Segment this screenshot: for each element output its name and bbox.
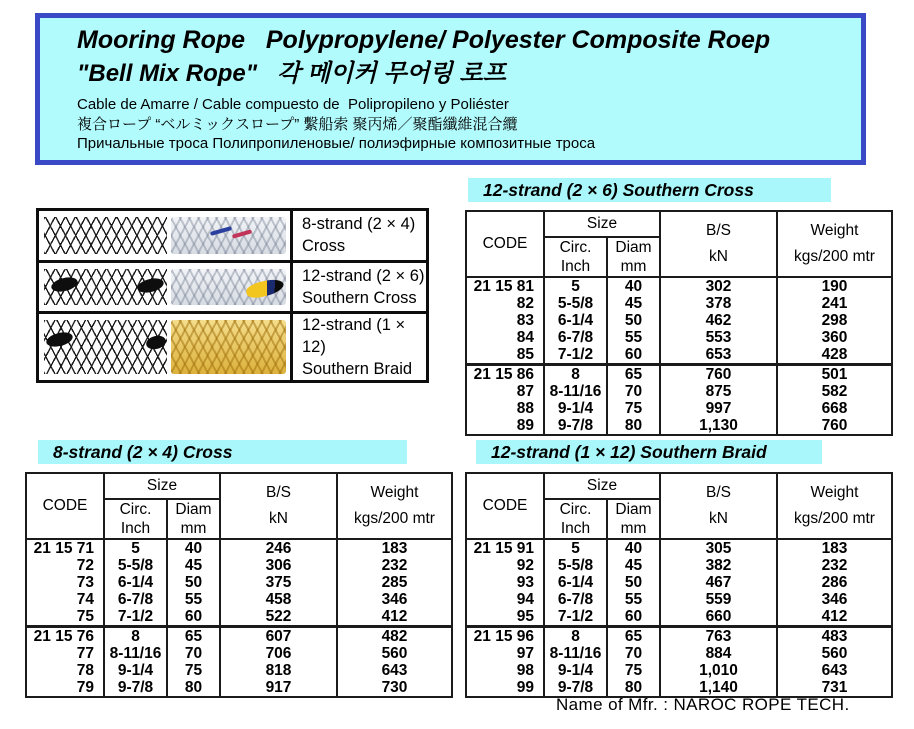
- value-cell: 298: [777, 312, 892, 329]
- black-strand-mark: [136, 276, 165, 295]
- table-row: [26, 627, 452, 646]
- value-cell: 8: [544, 627, 607, 646]
- legend-label-line1: 12-strand (1 × 12): [302, 316, 406, 356]
- header-bs: [660, 211, 777, 277]
- value-cell: 286: [777, 574, 892, 591]
- value-cell: 346: [337, 591, 452, 608]
- value-cell: 458: [220, 591, 337, 608]
- table-header: [466, 473, 892, 539]
- table-row: [466, 312, 892, 329]
- table-row: [466, 365, 892, 384]
- code-cell: 92: [466, 557, 544, 574]
- header-weight-unit: kgs/200 mtr: [794, 510, 875, 528]
- table-row: [466, 627, 892, 646]
- value-cell: 40: [167, 539, 220, 557]
- header-size: Size: [544, 211, 660, 237]
- value-cell: 45: [607, 295, 660, 312]
- value-cell: 5-5/8: [104, 557, 167, 574]
- header-size: Size: [104, 473, 220, 499]
- header-bs: [660, 473, 777, 539]
- code-cell: 21 15 96: [466, 627, 544, 646]
- legend-label-line1: 8-strand (2 × 4): [302, 215, 416, 234]
- table-row: [26, 608, 452, 627]
- rope-photo-southern-braid-image: [171, 320, 286, 374]
- header-weight: [777, 473, 892, 539]
- value-cell: 7-1/2: [104, 608, 167, 627]
- value-cell: 6-7/8: [544, 591, 607, 608]
- value-cell: 553: [660, 329, 777, 346]
- code-cell: 73: [26, 574, 104, 591]
- value-cell: 55: [607, 329, 660, 346]
- value-cell: 760: [777, 417, 892, 435]
- header-code: CODE: [26, 473, 104, 539]
- table-row: [26, 645, 452, 662]
- value-cell: 75: [607, 662, 660, 679]
- code-cell: 21 15 71: [26, 539, 104, 557]
- header-weight-label: Weight: [810, 483, 859, 501]
- value-cell: 1,140: [660, 679, 777, 697]
- value-cell: 246: [220, 539, 337, 557]
- header-banner: [35, 13, 866, 165]
- spec-table-southern-cross: [465, 210, 893, 436]
- value-cell: 285: [337, 574, 452, 591]
- value-cell: 302: [660, 277, 777, 295]
- value-cell: 501: [777, 365, 892, 384]
- code-cell: 98: [466, 662, 544, 679]
- code-cell: 93: [466, 574, 544, 591]
- rope-images-southern-braid: [39, 314, 290, 380]
- value-cell: 8-11/16: [544, 383, 607, 400]
- value-cell: 462: [660, 312, 777, 329]
- value-cell: 522: [220, 608, 337, 627]
- code-cell: 85: [466, 346, 544, 365]
- value-cell: 60: [167, 608, 220, 627]
- rope-sketch-cross-image: [44, 217, 167, 254]
- value-cell: 582: [777, 383, 892, 400]
- value-cell: 9-1/4: [544, 662, 607, 679]
- value-cell: 80: [607, 679, 660, 697]
- code-cell: 95: [466, 608, 544, 627]
- table-section-southern-cross: [465, 178, 893, 436]
- value-cell: 65: [607, 365, 660, 384]
- spec-table-southern-braid: [465, 472, 893, 698]
- value-cell: 8: [544, 365, 607, 384]
- header-bs-unit: kN: [709, 510, 728, 528]
- value-cell: 382: [660, 557, 777, 574]
- value-cell: 483: [777, 627, 892, 646]
- value-cell: 875: [660, 383, 777, 400]
- code-cell: 89: [466, 417, 544, 435]
- value-cell: 643: [777, 662, 892, 679]
- value-cell: 378: [660, 295, 777, 312]
- value-cell: 183: [777, 539, 892, 557]
- value-cell: 6-1/4: [544, 312, 607, 329]
- rope-images-cross: [39, 211, 290, 260]
- code-cell: 77: [26, 645, 104, 662]
- table-header: [26, 473, 452, 539]
- header-code: CODE: [466, 473, 544, 539]
- header-size: Size: [544, 473, 660, 499]
- header-diam: Diam mm: [607, 499, 660, 539]
- code-cell: 75: [26, 608, 104, 627]
- header-bs-unit: kN: [269, 510, 288, 528]
- code-cell: 99: [466, 679, 544, 697]
- table-section-southern-braid: [465, 440, 893, 698]
- legend-label-line2: Cross: [302, 237, 346, 256]
- value-cell: 50: [607, 574, 660, 591]
- value-cell: 70: [607, 645, 660, 662]
- value-cell: 731: [777, 679, 892, 697]
- value-cell: 482: [337, 627, 452, 646]
- value-cell: 6-7/8: [104, 591, 167, 608]
- code-cell: 78: [26, 662, 104, 679]
- table-row: [466, 400, 892, 417]
- header-bs-label: B/S: [266, 483, 291, 501]
- code-cell: 21 15 91: [466, 539, 544, 557]
- value-cell: 917: [220, 679, 337, 697]
- value-cell: 55: [607, 591, 660, 608]
- table-row: [466, 662, 892, 679]
- value-cell: 60: [607, 608, 660, 627]
- value-cell: 467: [660, 574, 777, 591]
- table-row: [466, 608, 892, 627]
- table-row: [26, 539, 452, 557]
- value-cell: 50: [607, 312, 660, 329]
- legend-label-line2: Southern Braid: [302, 360, 413, 378]
- table-row: [26, 574, 452, 591]
- value-cell: 5: [104, 539, 167, 557]
- spec-table-cross: [25, 472, 453, 698]
- table-row: [466, 645, 892, 662]
- code-cell: 21 15 81: [466, 277, 544, 295]
- value-cell: 6-7/8: [544, 329, 607, 346]
- table-row: [466, 557, 892, 574]
- table-body-cross: [26, 539, 452, 697]
- value-cell: 412: [777, 608, 892, 627]
- value-cell: 50: [167, 574, 220, 591]
- rope-images-southern-cross: [39, 263, 290, 312]
- table-body-southern-braid: [466, 539, 892, 697]
- table-row: [466, 295, 892, 312]
- code-cell: 84: [466, 329, 544, 346]
- page-title-korean: "Bell Mix Rope" 각 메이커 무어링 로프: [77, 60, 506, 87]
- header-code: CODE: [466, 211, 544, 277]
- rope-sketch-southern-braid-image: [44, 320, 167, 374]
- header-weight-label: Weight: [370, 483, 419, 501]
- rope-photo-cross-image: [171, 217, 286, 254]
- value-cell: 706: [220, 645, 337, 662]
- value-cell: 818: [220, 662, 337, 679]
- header-weight-label: Weight: [810, 221, 859, 239]
- legend-label-cross: [290, 211, 426, 260]
- value-cell: 412: [337, 608, 452, 627]
- table-row: [26, 557, 452, 574]
- code-cell: 97: [466, 645, 544, 662]
- rope-type-legend: [36, 208, 429, 383]
- value-cell: 560: [777, 645, 892, 662]
- header-weight: [337, 473, 452, 539]
- value-cell: 560: [337, 645, 452, 662]
- rope-photo-southern-cross-image: [171, 269, 286, 306]
- code-cell: 94: [466, 591, 544, 608]
- value-cell: 65: [167, 627, 220, 646]
- header-bs-label: B/S: [706, 483, 731, 501]
- value-cell: 183: [337, 539, 452, 557]
- value-cell: 607: [220, 627, 337, 646]
- value-cell: 6-1/4: [104, 574, 167, 591]
- value-cell: 375: [220, 574, 337, 591]
- subtitle-russian: Причальные троса Полипропиленовые/ полиэфирные композитные троса: [77, 135, 596, 152]
- page-title: Mooring Rope Polypropylene/ Polyester Composite Roep: [77, 26, 771, 54]
- code-cell: 72: [26, 557, 104, 574]
- legend-label-southern-cross: [290, 263, 426, 312]
- value-cell: 9-1/4: [104, 662, 167, 679]
- table-title-southern-braid: 12-strand (1 × 12) Southern Braid: [476, 440, 822, 464]
- value-cell: 668: [777, 400, 892, 417]
- header-weight-unit: kgs/200 mtr: [794, 248, 875, 266]
- legend-label-line2: Southern Cross: [302, 288, 417, 307]
- table-row: [466, 591, 892, 608]
- header-bs-label: B/S: [706, 221, 731, 239]
- table-row: [466, 329, 892, 346]
- subtitle-spanish: Cable de Amarre / Cable compuesto de Polipropileno y Poliéster: [77, 96, 509, 113]
- value-cell: 190: [777, 277, 892, 295]
- value-cell: 65: [607, 627, 660, 646]
- black-strand-mark: [145, 334, 168, 351]
- code-cell: 82: [466, 295, 544, 312]
- legend-label-southern-braid: [290, 314, 426, 380]
- value-cell: 75: [167, 662, 220, 679]
- value-cell: 997: [660, 400, 777, 417]
- blue-tracer-mark: [210, 226, 232, 236]
- value-cell: 643: [337, 662, 452, 679]
- value-cell: 8: [104, 627, 167, 646]
- header-weight-unit: kgs/200 mtr: [354, 510, 435, 528]
- table-row: [466, 346, 892, 365]
- red-tracer-mark: [232, 229, 252, 238]
- value-cell: 559: [660, 591, 777, 608]
- value-cell: 660: [660, 608, 777, 627]
- table-body-southern-cross: [466, 277, 892, 435]
- header-diam: Diam mm: [167, 499, 220, 539]
- value-cell: 55: [167, 591, 220, 608]
- value-cell: 428: [777, 346, 892, 365]
- value-cell: 7-1/2: [544, 608, 607, 627]
- header-diam: Diam mm: [607, 237, 660, 277]
- table-header: [466, 211, 892, 277]
- value-cell: 346: [777, 591, 892, 608]
- table-title-cross: 8-strand (2 × 4) Cross: [38, 440, 407, 464]
- header-circ: Circ. Inch: [104, 499, 167, 539]
- table-row: [26, 591, 452, 608]
- value-cell: 70: [167, 645, 220, 662]
- header-weight: [777, 211, 892, 277]
- value-cell: 45: [167, 557, 220, 574]
- rope-sketch-southern-cross-image: [44, 269, 167, 306]
- value-cell: 8-11/16: [544, 645, 607, 662]
- value-cell: 75: [607, 400, 660, 417]
- value-cell: 45: [607, 557, 660, 574]
- value-cell: 360: [777, 329, 892, 346]
- manufacturer-note: Name of Mfr. : NAROC ROPE TECH.: [556, 695, 850, 714]
- value-cell: 8-11/16: [104, 645, 167, 662]
- value-cell: 9-7/8: [544, 679, 607, 697]
- value-cell: 5: [544, 277, 607, 295]
- table-row: [26, 662, 452, 679]
- value-cell: 306: [220, 557, 337, 574]
- header-circ: Circ. Inch: [544, 499, 607, 539]
- legend-row-cross: [39, 211, 426, 263]
- value-cell: 305: [660, 539, 777, 557]
- value-cell: 80: [167, 679, 220, 697]
- value-cell: 884: [660, 645, 777, 662]
- table-row: [466, 539, 892, 557]
- header-circ: Circ. Inch: [544, 237, 607, 277]
- legend-row-southern-braid: [39, 314, 426, 380]
- table-row: [466, 417, 892, 435]
- value-cell: 730: [337, 679, 452, 697]
- value-cell: 80: [607, 417, 660, 435]
- value-cell: 60: [607, 346, 660, 365]
- legend-row-southern-cross: [39, 263, 426, 315]
- value-cell: 653: [660, 346, 777, 365]
- table-row: [466, 574, 892, 591]
- code-cell: 21 15 76: [26, 627, 104, 646]
- value-cell: 763: [660, 627, 777, 646]
- table-row: [466, 277, 892, 295]
- value-cell: 5: [544, 539, 607, 557]
- value-cell: 232: [777, 557, 892, 574]
- table-row: [26, 679, 452, 697]
- value-cell: 40: [607, 277, 660, 295]
- value-cell: 5-5/8: [544, 557, 607, 574]
- legend-label-line1: 12-strand (2 × 6): [302, 266, 425, 285]
- code-cell: 74: [26, 591, 104, 608]
- value-cell: 40: [607, 539, 660, 557]
- subtitle-cjk: 複合ロープ “ベルミックスロープ” 繫船索 聚丙烯／聚酯纖維混合纜: [77, 115, 518, 133]
- value-cell: 70: [607, 383, 660, 400]
- header-bs-unit: kN: [709, 248, 728, 266]
- table-title-southern-cross: 12-strand (2 × 6) Southern Cross: [468, 178, 831, 202]
- value-cell: 1,010: [660, 662, 777, 679]
- yellow-black-tracer-patch: [245, 277, 286, 301]
- value-cell: 7-1/2: [544, 346, 607, 365]
- value-cell: 5-5/8: [544, 295, 607, 312]
- black-strand-mark: [50, 275, 79, 294]
- value-cell: 9-7/8: [104, 679, 167, 697]
- value-cell: 241: [777, 295, 892, 312]
- table-row: [466, 383, 892, 400]
- code-cell: 88: [466, 400, 544, 417]
- value-cell: 760: [660, 365, 777, 384]
- code-cell: 79: [26, 679, 104, 697]
- value-cell: 1,130: [660, 417, 777, 435]
- table-section-cross: [25, 440, 453, 698]
- value-cell: 232: [337, 557, 452, 574]
- value-cell: 9-1/4: [544, 400, 607, 417]
- header-bs: [220, 473, 337, 539]
- black-strand-mark: [45, 330, 74, 349]
- code-cell: 87: [466, 383, 544, 400]
- value-cell: 9-7/8: [544, 417, 607, 435]
- code-cell: 21 15 86: [466, 365, 544, 384]
- value-cell: 6-1/4: [544, 574, 607, 591]
- code-cell: 83: [466, 312, 544, 329]
